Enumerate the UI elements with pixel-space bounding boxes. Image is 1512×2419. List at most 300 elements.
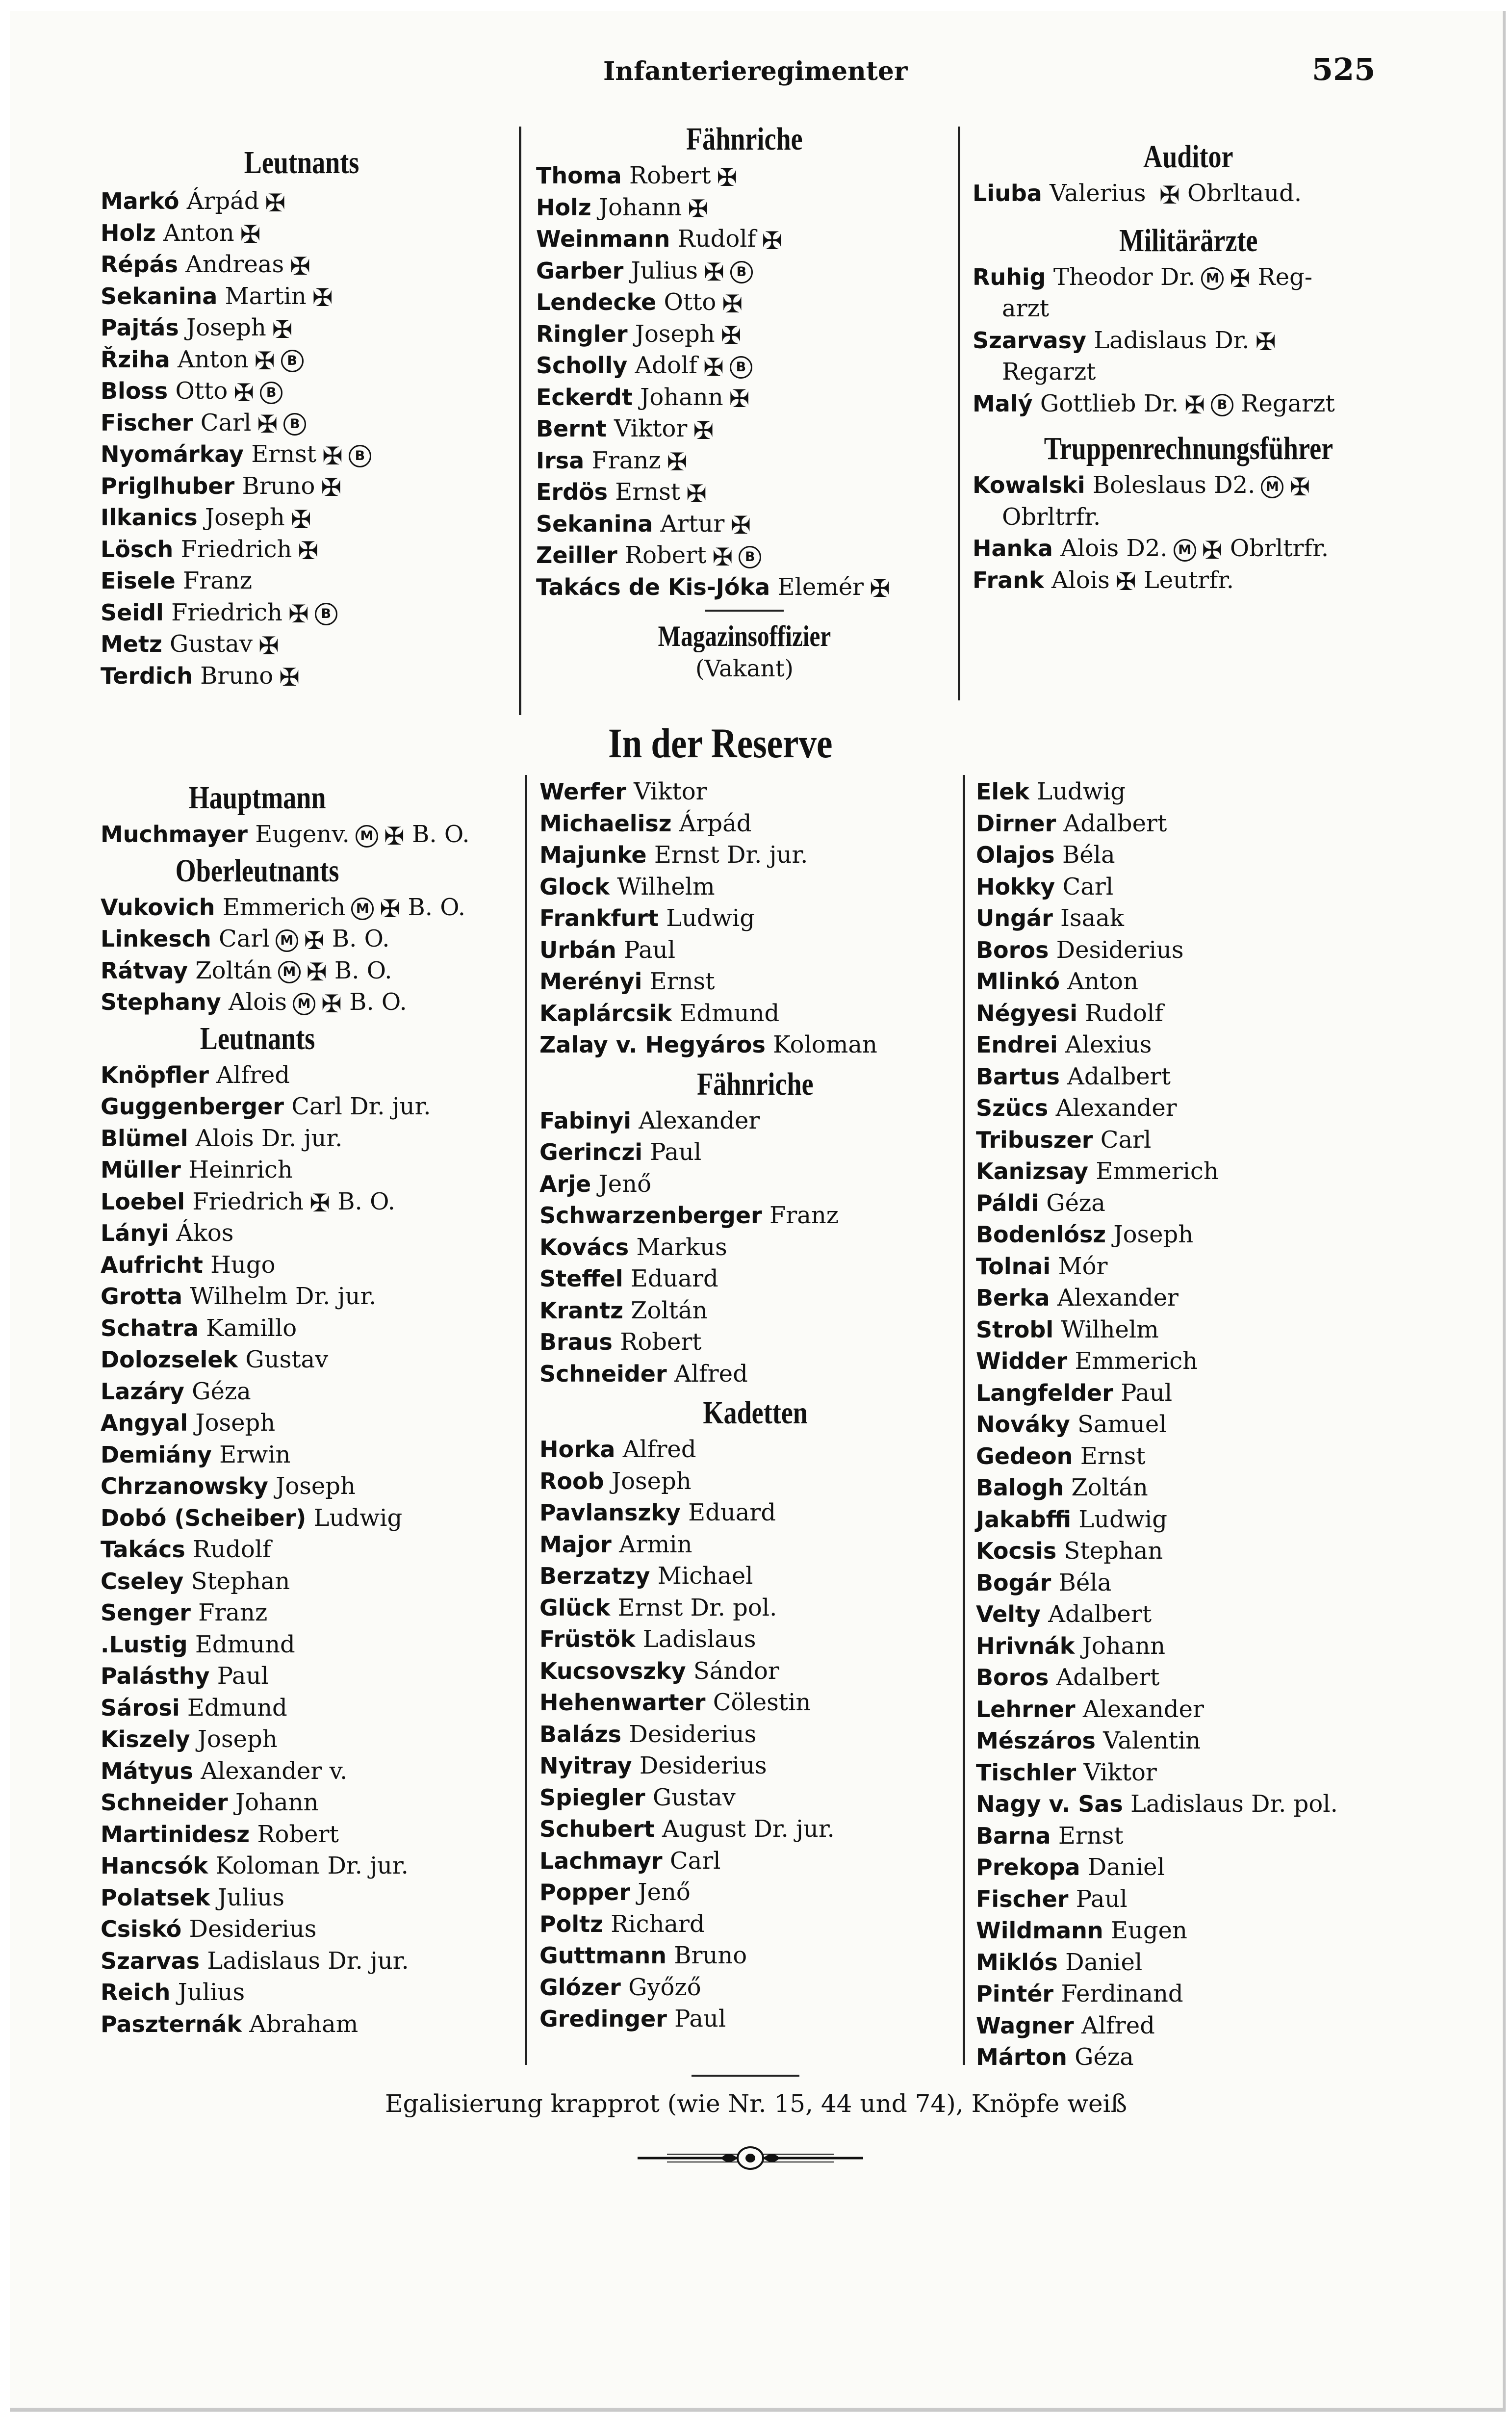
list-item: [101, 628, 503, 660]
list-item: [536, 382, 953, 413]
given-name: Zoltán: [631, 1296, 708, 1324]
b-badge-icon: B: [349, 445, 371, 467]
list-item: [976, 871, 1417, 903]
list-item: [539, 1105, 971, 1137]
given-name: Kamillo: [206, 1314, 297, 1342]
surname: Pintér: [976, 1981, 1054, 2007]
list-item: [976, 1345, 1417, 1377]
given-name: Franz: [769, 1202, 839, 1229]
list-item: [976, 1219, 1417, 1251]
list-item: [976, 1377, 1417, 1409]
given-name: Ernst: [1080, 1442, 1146, 1470]
cross-icon: ✠: [722, 289, 743, 318]
given-name: Ferdinand: [1061, 1980, 1183, 2007]
cross-icon: ✠: [1230, 264, 1251, 293]
surname: Müller: [101, 1157, 181, 1183]
surname: Lazáry: [101, 1378, 184, 1405]
note: B. O.: [334, 956, 392, 984]
surname: Markó: [101, 188, 179, 214]
surname: Muchmayer: [101, 821, 248, 848]
list-item: [976, 966, 1417, 998]
reserve-list-a: [539, 776, 971, 1061]
given-name: Rudolf: [193, 1536, 271, 1563]
aerzte-list: [973, 261, 1404, 420]
given-name: Alois: [1051, 566, 1110, 594]
list-item: [101, 1407, 522, 1439]
given-name: Desiderius: [639, 1752, 767, 1779]
list-item: [536, 476, 953, 508]
title: Regarzt: [1002, 358, 1096, 386]
given-name: Carl: [669, 1847, 721, 1875]
surname: Major: [539, 1531, 612, 1558]
heading-auditor: Auditor: [1143, 139, 1233, 175]
surname: Mátyus: [101, 1757, 193, 1784]
heading-faehnriche-reserve: Fähnriche: [697, 1066, 814, 1102]
surname: Cseley: [101, 1568, 184, 1595]
list-item: [976, 1441, 1417, 1472]
given-name: Armin: [619, 1530, 692, 1558]
col1-top: [101, 142, 503, 692]
title: Regarzt: [1241, 389, 1335, 417]
surname: Lehrner: [976, 1696, 1076, 1723]
surname: Reich: [101, 1979, 171, 2006]
list-item: [539, 1813, 971, 1845]
given-name: Eduard: [688, 1499, 776, 1526]
surname: Glock: [539, 873, 610, 900]
given-name: Carl: [1100, 1126, 1152, 1154]
given-name: Ludwig: [313, 1504, 403, 1532]
b-badge-icon: B: [260, 382, 282, 404]
list-item: [539, 1263, 971, 1295]
list-item: [973, 533, 1404, 565]
surname: Szarvas: [101, 1947, 200, 1974]
list-item: [539, 1972, 971, 2004]
grade: D2.: [1214, 471, 1256, 499]
list-item: [101, 185, 503, 217]
cross-icon: ✠: [730, 511, 751, 540]
note: Dr. pol.: [690, 1594, 777, 1621]
kadetten-list: [539, 1434, 971, 2035]
given-name: Ernst: [617, 1594, 683, 1621]
b-badge-icon: B: [281, 350, 304, 372]
given-name: Ákos: [176, 1219, 234, 1247]
m-badge-icon: M: [1261, 476, 1283, 498]
b-badge-icon: B: [739, 546, 761, 568]
given-name: Alexander: [1082, 1695, 1204, 1723]
given-name: Ernst: [654, 841, 719, 869]
list-item: [976, 1788, 1417, 1820]
list-item: [539, 808, 971, 840]
list-item: [539, 1529, 971, 1561]
list-item: [976, 1029, 1417, 1061]
title: arzt: [1002, 295, 1050, 322]
given-name: Franz: [183, 567, 253, 594]
surname: Bernt: [536, 415, 607, 442]
surname: Tischler: [976, 1759, 1076, 1786]
given-name: Joseph: [635, 320, 715, 348]
surname: Gedeon: [976, 1442, 1073, 1469]
surname: Eckerdt: [536, 384, 633, 411]
surname: Angyal: [101, 1410, 188, 1436]
surname: Dolozselek: [101, 1346, 238, 1373]
surname: Dirner: [976, 810, 1056, 837]
list-item: [976, 1409, 1417, 1441]
given-name: Joseph: [1113, 1221, 1194, 1248]
list-item: [101, 819, 522, 850]
given-name: Jenő: [638, 1879, 691, 1906]
cross-icon: ✠: [1289, 472, 1310, 501]
list-item: [539, 1877, 971, 1908]
list-item: [539, 1560, 971, 1592]
surname: Mészáros: [976, 1727, 1096, 1754]
given-name: Ladislaus: [642, 1625, 756, 1653]
list-item: [976, 1694, 1417, 1725]
list-item: [976, 1978, 1417, 2010]
cross-icon: ✠: [279, 663, 300, 692]
surname: Polatsek: [101, 1884, 210, 1911]
surname: Mlinkó: [976, 968, 1060, 995]
surname: Hokky: [976, 873, 1055, 900]
surname: Kiszely: [101, 1726, 190, 1752]
cross-icon: ✠: [306, 958, 327, 986]
list-item: [101, 1123, 522, 1155]
given-name: Géza: [192, 1377, 251, 1405]
given-name: Ernst: [251, 440, 317, 468]
surname: Wildmann: [976, 1917, 1103, 1944]
surname: Berka: [976, 1285, 1050, 1311]
surname: Hrivnák: [976, 1632, 1075, 1659]
cross-icon: ✠: [693, 416, 714, 445]
given-name: Edmund: [195, 1630, 295, 1658]
list-item: [101, 1502, 522, 1534]
given-name: Isaak: [1060, 904, 1124, 932]
magazin-vakant: (Vakant): [695, 655, 794, 682]
surname: Ilkanics: [101, 504, 198, 531]
given-name: Árpád: [186, 187, 259, 215]
reserve-title-wrap: [608, 719, 872, 768]
surname: Krantz: [539, 1297, 623, 1324]
cross-icon: ✠: [762, 226, 783, 255]
given-name: Eugen: [1110, 1917, 1187, 1944]
surname: Jakabffi: [976, 1506, 1072, 1533]
given-name: Johann: [1082, 1632, 1166, 1660]
list-item: [976, 1314, 1417, 1346]
column-rule: [958, 127, 960, 700]
faehnriche-reserve-list: [539, 1105, 971, 1390]
surname: Dobó (Scheiber): [101, 1504, 307, 1531]
col2-top-list: [536, 160, 953, 603]
given-name: Friedrich: [171, 598, 282, 626]
given-name: Adolf: [635, 352, 697, 379]
surname: Endrei: [976, 1031, 1058, 1058]
surname: Tribuszer: [976, 1126, 1093, 1153]
given-name: Julius: [217, 1883, 284, 1911]
surname: Guttmann: [539, 1942, 666, 1969]
cross-icon: ✠: [321, 473, 342, 502]
given-name: Viktor: [1083, 1758, 1157, 1786]
list-item: [973, 261, 1404, 293]
list-item: [101, 534, 503, 566]
surname: Schatra: [101, 1314, 199, 1341]
surname: Lösch: [101, 536, 174, 563]
given-name: Abraham: [249, 2010, 359, 2038]
m-badge-icon: M: [1201, 267, 1224, 290]
list-item: [536, 255, 953, 287]
list-item-continuation: [973, 501, 1404, 533]
list-item: [539, 1908, 971, 1940]
surname: Négyesi: [976, 1000, 1077, 1027]
list-item: [976, 1915, 1417, 1947]
given-name: Eugenv.: [255, 821, 350, 848]
list-item: [539, 1497, 971, 1529]
surname: Olajos: [976, 842, 1055, 868]
list-item: [536, 445, 953, 477]
heading-leutnants: Leutnants: [244, 145, 359, 180]
leutnants-reserve-list: [101, 1059, 522, 2040]
surname: Takács: [101, 1536, 185, 1563]
cross-icon: ✠: [1184, 391, 1205, 419]
surname: Guggenberger: [101, 1093, 284, 1120]
surname: Weinmann: [536, 226, 670, 252]
given-name: Rudolf: [1085, 999, 1164, 1027]
cross-icon: ✠: [703, 258, 724, 286]
list-item: [101, 502, 503, 534]
surname: Gerinczi: [539, 1139, 642, 1165]
col2-top: [536, 119, 953, 684]
list-item: [539, 1168, 971, 1200]
grade: D2.: [1126, 535, 1168, 562]
surname: Miklós: [976, 1949, 1058, 1976]
given-name: Boleslaus: [1092, 471, 1206, 499]
surname: Schwarzenberger: [539, 1202, 762, 1229]
list-item: [976, 998, 1417, 1029]
b-badge-icon: B: [730, 261, 753, 283]
heading-magazinsoffizier: Magazinsoffizier: [658, 620, 831, 652]
list-item: [101, 1186, 522, 1218]
given-name: Mór: [1058, 1252, 1108, 1280]
col3-top: [973, 136, 1404, 596]
heading-oberleutnants: Oberleutnants: [176, 852, 339, 889]
surname: Hancsók: [101, 1853, 208, 1879]
given-name: Viktor: [634, 778, 707, 805]
cross-icon: ✠: [688, 195, 709, 223]
list-item: [539, 871, 971, 903]
list-item: [101, 312, 503, 344]
surname: Frank: [973, 566, 1044, 593]
given-name: Joseph: [205, 504, 285, 531]
cross-icon: ✠: [254, 347, 275, 375]
given-name: Elemér: [777, 573, 864, 601]
list-item: [101, 597, 503, 629]
surname: Majunke: [539, 842, 647, 868]
given-name: Heinrich: [188, 1156, 293, 1184]
list-item: [101, 1091, 522, 1123]
cross-icon: ✠: [1202, 536, 1223, 565]
given-name: Robert: [625, 541, 707, 569]
surname: Kaplárcsik: [539, 1000, 672, 1027]
list-item: [539, 1750, 971, 1782]
note: Dr. jur.: [350, 1093, 431, 1120]
reserve-title: In der Reserve: [608, 720, 833, 767]
list-item: [101, 892, 522, 924]
given-name: Bruno: [242, 472, 315, 500]
given-name: Gustav: [170, 630, 253, 658]
m-badge-icon: M: [278, 961, 301, 983]
divider: [692, 2075, 799, 2077]
surname: Boros: [976, 936, 1049, 963]
list-item: [536, 508, 953, 540]
surname: Hehenwarter: [539, 1689, 706, 1716]
surname: Paszternák: [101, 2010, 242, 2037]
list-item: [976, 1567, 1417, 1599]
surname: Bogár: [976, 1569, 1051, 1596]
note: Dr. jur.: [727, 841, 808, 869]
given-name: Adalbert: [1063, 809, 1167, 837]
note: B. O.: [337, 1187, 395, 1215]
surname: Bloss: [101, 378, 168, 404]
surname: Strobl: [976, 1316, 1054, 1343]
given-name: Wilhelm: [1061, 1315, 1159, 1343]
surname: Velty: [976, 1601, 1041, 1627]
list-item: [101, 1850, 522, 1882]
list-item: [539, 934, 971, 966]
title: Leutrfr.: [1143, 566, 1234, 594]
given-name: Béla: [1058, 1569, 1112, 1596]
surname: Malý: [973, 390, 1033, 417]
given-name: Győző: [628, 1973, 701, 2001]
b-badge-icon: B: [730, 356, 752, 379]
given-name: Alfred: [622, 1436, 696, 1463]
given-name: Desiderius: [1056, 936, 1184, 964]
surname: Frankfurt: [539, 905, 659, 931]
surname: Lányi: [101, 1220, 169, 1246]
given-name: Jenő: [598, 1170, 651, 1198]
given-name: Andreas: [185, 251, 284, 278]
surname: Popper: [539, 1879, 631, 1905]
given-name: Alfred: [216, 1061, 290, 1089]
given-name: Ernst: [615, 478, 681, 506]
page-number: 525: [1312, 51, 1376, 87]
list-item: [101, 1312, 522, 1344]
surname: Thoma: [536, 162, 622, 189]
given-name: Stephan: [191, 1567, 290, 1595]
given-name: Emmerich: [1096, 1158, 1219, 1185]
auditor-row: Liuba Valerius ✠ Obrltaud.: [973, 180, 1302, 209]
surname: Braus: [539, 1329, 613, 1355]
given-name: Adalbert: [1067, 1062, 1171, 1090]
surname: Balázs: [539, 1721, 622, 1748]
given-name: Anton: [1067, 968, 1138, 995]
given-name: Ernst: [1058, 1822, 1124, 1850]
note: Dr. jur.: [328, 1947, 409, 1975]
given-name: Paul: [217, 1662, 269, 1690]
surname: Gredinger: [539, 2006, 667, 2032]
list-item: [101, 1945, 522, 1977]
list-item: [536, 192, 953, 224]
list-item: [101, 1249, 522, 1281]
col1-top-list: [101, 185, 503, 692]
surname: Márton: [976, 2044, 1067, 2070]
surname: Takács de Kis-Jóka: [536, 573, 770, 600]
cross-icon: ✠: [272, 315, 293, 344]
surname: Csiskó: [101, 1916, 182, 1942]
list-item: [539, 1136, 971, 1168]
list-item: [536, 540, 953, 571]
cross-icon: ✠: [304, 926, 325, 955]
list-item: [976, 776, 1417, 808]
list-item: [101, 1977, 522, 2008]
given-name: Alois: [229, 988, 287, 1016]
given-name: Richard: [611, 1910, 705, 1938]
column-rule: [519, 127, 521, 715]
heading-militaeraerzte: Militärärzte: [1119, 222, 1258, 258]
given-name: Johann: [235, 1789, 319, 1816]
list-item: [101, 249, 503, 281]
list-item: [976, 1504, 1417, 1536]
given-name: Ludwig: [666, 904, 755, 932]
surname: Vukovich: [101, 894, 215, 921]
cross-icon: ✠: [870, 574, 891, 603]
surname: Fischer: [976, 1885, 1069, 1912]
given-name: Markus: [636, 1233, 727, 1261]
given-name: Alfred: [674, 1360, 748, 1388]
surname: Steffel: [539, 1265, 623, 1292]
surname: Nyitray: [539, 1752, 632, 1779]
given-name: Samuel: [1077, 1411, 1167, 1438]
surname: Terdich: [101, 662, 193, 689]
cross-icon: ✠: [720, 321, 742, 350]
list-item: [101, 375, 503, 407]
surname: Holz: [536, 194, 591, 221]
given-name: Edmund: [187, 1694, 287, 1722]
list-item: [976, 934, 1417, 966]
cross-icon: ✠: [257, 410, 278, 438]
surname: Seidl: [101, 599, 164, 626]
surname: Fabinyi: [539, 1107, 631, 1134]
list-item: [976, 1282, 1417, 1314]
surname: Kucsovszky: [539, 1657, 686, 1684]
surname: Páldi: [976, 1189, 1039, 1216]
note: B. O.: [408, 893, 466, 921]
list-item: [101, 1660, 522, 1692]
list-item: [101, 1566, 522, 1597]
list-item: [976, 808, 1417, 840]
list-item: [101, 1629, 522, 1661]
cross-icon: ✠: [703, 353, 724, 382]
given-name: Viktor: [614, 415, 688, 442]
surname: Kanizsay: [976, 1158, 1088, 1184]
surname: Kovács: [539, 1234, 629, 1261]
given-name: Ernst: [649, 968, 715, 995]
surname: Früstök: [539, 1626, 636, 1652]
given-name: Alexius: [1065, 1031, 1152, 1058]
col1-bottom: [101, 777, 522, 2040]
list-item: [101, 1913, 522, 1945]
given-name: Emmerich: [222, 893, 346, 921]
list-item: [539, 1326, 971, 1358]
surname: Schneider: [539, 1360, 667, 1387]
surname: Glück: [539, 1594, 611, 1621]
surname: Bodenlósz: [976, 1221, 1106, 1248]
list-item: [976, 1852, 1417, 1883]
heading-hauptmann: Hauptmann: [189, 780, 326, 816]
heading-leutnants-reserve: Leutnants: [200, 1020, 315, 1056]
list-item: [101, 1470, 522, 1502]
cross-icon: ✠: [288, 600, 309, 628]
b-badge-icon: B: [315, 603, 337, 625]
list-item: [539, 1029, 971, 1061]
heading-kadetten: Kadetten: [703, 1395, 808, 1431]
